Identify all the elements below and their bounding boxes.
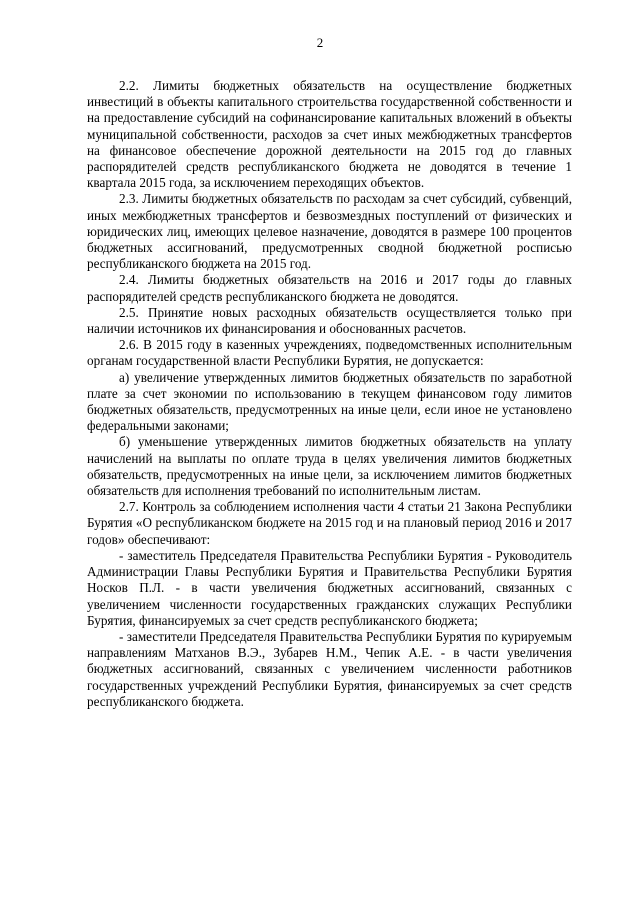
paragraph-2-5: 2.5. Принятие новых расходных обязательств осуществляется только при наличии источников их финансирования и обоснованных расчетов. bbox=[87, 304, 572, 337]
paragraph-2-7-item-2: - заместители Председателя Правительства Республики Бурятия по курируемым направлениям Матханов В.Э., Зубарев Н.М., Чепик А.Е. - в части увеличения бюджетных ассигнований, связанных с увеличением численности работников государственных учреждений Республики Бурятия, финансируемых за счет средств республиканского бюджета. bbox=[87, 628, 572, 709]
paragraph-2-6: 2.6. В 2015 году в казенных учреждениях, подведомственных исполнительным органам государственной власти Республики Бурятия, не допускается: bbox=[87, 337, 572, 369]
paragraph-2-4: 2.4. Лимиты бюджетных обязательств на 2016 и 2017 годы до главных распорядителей средств республиканского бюджета не доводятся. bbox=[87, 272, 572, 304]
page-number: 2 bbox=[316, 35, 324, 50]
paragraph-2-6-b: б) уменьшение утвержденных лимитов бюджетных обязательств на уплату начислений на выплаты по оплате труда в целях увеличения лимитов бюджетных обязательств, предусмотренных на иные цели, за исключением лимитов бюджетных обязательств для исполнения требований по исполнительным листам. bbox=[87, 434, 572, 499]
document-body bbox=[87, 78, 572, 710]
paragraph-2-7-item-1: - заместитель Председателя Правительства Республики Бурятия - Руководитель Администрации Главы Республики Бурятия и Правительства Республики Бурятия Носков П.Л. - в части увеличения бюджетных ассигнований, связанных с увеличением численности государственных гражданских служащих Республики Бурятия, финансируемых за счет средств республиканского бюджета; bbox=[87, 547, 572, 628]
paragraph-2-7: 2.7. Контроль за соблюдением исполнения части 4 статьи 21 Закона Республики Бурятия «О республиканском бюджете на 2015 год и на плановый период 2016 и 2017 годов» обеспечивают: bbox=[87, 499, 572, 547]
paragraph-2-6-a: а) увеличение утвержденных лимитов бюджетных обязательств по заработной плате за счет экономии по использованию в текущем финансовом году лимитов бюджетных обязательств, предусмотренных на иные цели, если иное не установлено федеральными законами; bbox=[87, 369, 572, 434]
paragraph-2-3: 2.3. Лимиты бюджетных обязательств по расходам за счет субсидий, субвенций, иных межбюджетных трансфертов и безвозмездных поступлений от физических и юридических лиц, имеющих целевое назначение, доводятся в размере 100 процентов бюджетных ассигнований, предусмотренных сводной бюджетной росписью республиканского бюджета на 2015 год. bbox=[87, 191, 572, 272]
paragraph-2-2: 2.2. Лимиты бюджетных обязательств на осуществление бюджетных инвестиций в объекты капитального строительства государственной собственности и на предоставление субсидий на софинансирование капитальных вложений в объекты муниципальной собственности, расходов за счет иных межбюджетных трансфертов на финансовое обеспечение дорожной деятельности на 2015 год до главных распорядителей средств республиканского бюджета не доводятся в течение 1 квартала 2015 года, за исключением переходящих объектов. bbox=[87, 78, 572, 191]
